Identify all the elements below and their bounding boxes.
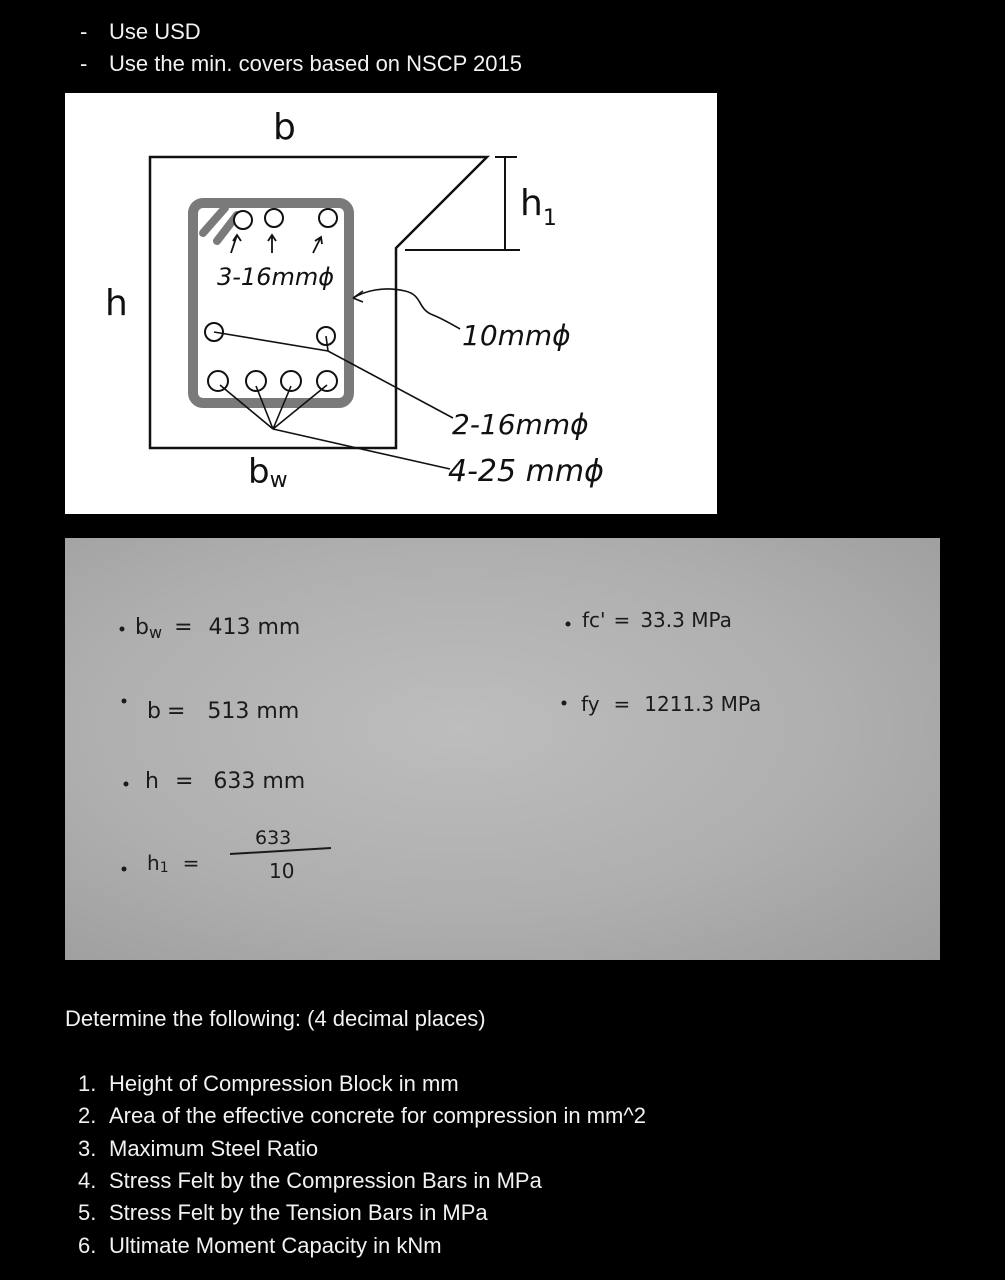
question-text: Height of Compression Block in mm xyxy=(109,1071,459,1097)
stirrup-hook xyxy=(203,208,237,241)
question-text: Area of the effective concrete for compression in mm^2 xyxy=(109,1103,646,1129)
bullet-dot xyxy=(122,867,127,872)
given-fc: fc' = 33.3 MPa xyxy=(582,608,732,632)
top-bar-arrow xyxy=(268,235,276,253)
bullet-dot xyxy=(124,782,129,787)
top-bar-arrow xyxy=(231,235,241,253)
bottom-bar xyxy=(208,371,228,391)
top-bar xyxy=(234,211,252,229)
given-fy: fy = 1211.3 MPa xyxy=(581,692,762,716)
instruction-list xyxy=(80,16,522,80)
list-item xyxy=(78,1197,646,1229)
given-bw: bw = 413 mm xyxy=(135,615,301,642)
top-bar xyxy=(319,209,337,227)
given-values-notes xyxy=(65,538,940,960)
question-number: 6. xyxy=(78,1232,97,1258)
label-h: h xyxy=(105,283,128,324)
given-values-photo xyxy=(65,538,940,960)
list-item xyxy=(78,1100,646,1132)
side-bars-label: 2-16mmϕ xyxy=(452,408,589,441)
stirrup-label: 10mmϕ xyxy=(462,319,571,352)
bullet-dot xyxy=(120,627,125,632)
given-h1: h1 = xyxy=(147,851,200,876)
beam-section-drawing xyxy=(65,93,717,514)
task-heading: Determine the following: (4 decimal places) xyxy=(65,1006,486,1031)
instruction-item xyxy=(80,16,522,48)
question-number: 5. xyxy=(78,1200,97,1226)
stirrup-leader xyxy=(353,289,460,329)
question-number: 1. xyxy=(78,1071,97,1097)
top-bar-arrow xyxy=(313,237,322,253)
bottom-bar xyxy=(317,371,337,391)
list-item xyxy=(78,1229,646,1261)
label-h1: $h_1$ xyxy=(520,183,557,231)
bullet-dash: - xyxy=(80,19,88,44)
h1-denominator: 10 xyxy=(269,859,295,883)
instruction-text: Use USD xyxy=(109,19,201,44)
question-text: Stress Felt by the Tension Bars in MPa xyxy=(109,1200,488,1226)
instruction-text: Use the min. covers based on NSCP 2015 xyxy=(109,51,522,76)
label-b: b xyxy=(273,107,296,148)
list-item xyxy=(78,1165,646,1197)
top-bar xyxy=(265,209,283,227)
h1-numerator: 633 xyxy=(255,827,292,849)
given-b: b = 513 mm xyxy=(147,699,300,724)
bullet-dash: - xyxy=(80,51,88,76)
question-list xyxy=(78,1068,646,1262)
top-bars-label: 3-16mmϕ xyxy=(217,263,335,291)
question-text: Stress Felt by the Compression Bars in MPa xyxy=(109,1168,542,1194)
question-number: 3. xyxy=(78,1135,97,1161)
question-text: Ultimate Moment Capacity in kNm xyxy=(109,1232,442,1258)
question-text: Maximum Steel Ratio xyxy=(109,1135,319,1161)
bullet-dot xyxy=(122,699,127,704)
question-number: 2. xyxy=(78,1103,97,1129)
list-item xyxy=(78,1133,646,1165)
instruction-item xyxy=(80,48,522,80)
label-bw: bw xyxy=(248,452,288,493)
beam-section-diagram xyxy=(65,93,717,514)
bullet-dot xyxy=(566,622,571,627)
stirrup-leader-arrow xyxy=(353,291,363,302)
given-h: h = 633 mm xyxy=(145,769,306,794)
question-number: 4. xyxy=(78,1168,97,1194)
list-item xyxy=(78,1068,646,1100)
bullet-dot xyxy=(562,701,567,706)
bottom-bars-label: 4-25 mmϕ xyxy=(448,454,604,489)
